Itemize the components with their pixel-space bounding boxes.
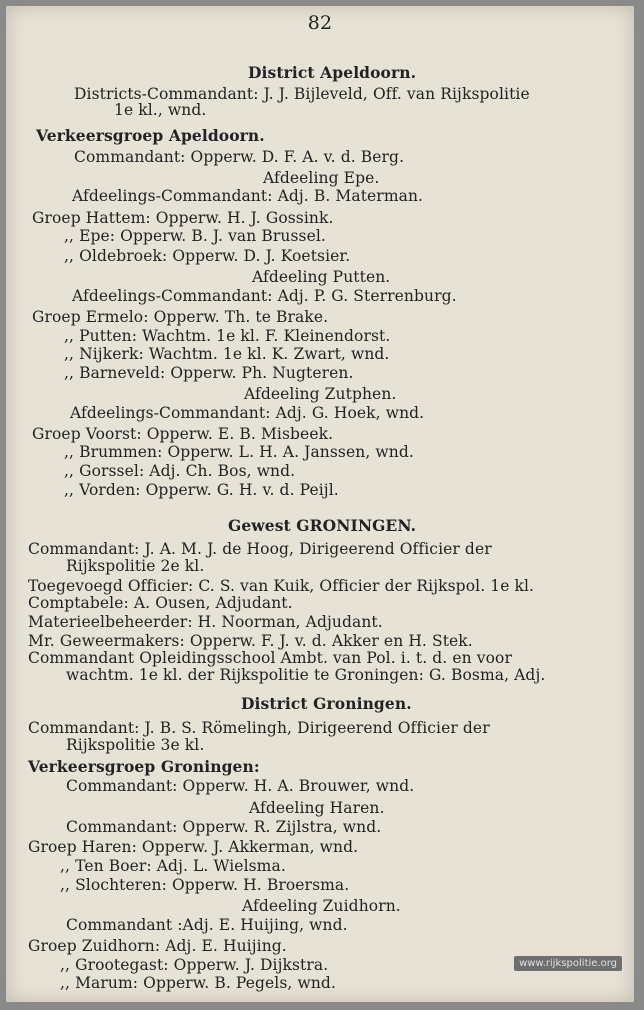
text-line: ,, Oldebroek: Opperw. D. J. Koetsier.	[64, 247, 351, 265]
text-line: Commandant: Opperw. D. F. A. v. d. Berg.	[74, 148, 405, 166]
document-page	[6, 6, 634, 1002]
text-line: ,, Vorden: Opperw. G. H. v. d. Peijl.	[64, 481, 339, 499]
text-line: Afdeelings-Commandant: Adj. G. Hoek, wnd.	[70, 404, 425, 422]
text-line: Groep Hattem: Opperw. H. J. Gossink.	[32, 209, 334, 227]
page-number: 82	[307, 12, 333, 34]
text-line: Groep Zuidhorn: Adj. E. Huijing.	[28, 937, 287, 955]
text-line: 1e kl., wnd.	[114, 101, 207, 119]
section-heading: Verkeersgroep Groningen:	[28, 757, 260, 776]
text-line: ,, Gorssel: Adj. Ch. Bos, wnd.	[64, 462, 296, 480]
text-line: Afdeelings-Commandant: Adj. P. G. Sterrenburg.	[72, 287, 457, 305]
text-line: Mr. Geweermakers: Opperw. F. J. v. d. Akker en H. Stek.	[28, 632, 473, 650]
text-line: Materieelbeheerder: H. Noorman, Adjudant.	[28, 613, 383, 631]
text-line: Toegevoegd Officier: C. S. van Kuik, Officier der Rijkspol. 1e kl.	[28, 577, 535, 595]
text-line: Afdeeling Putten.	[252, 268, 391, 286]
text-line: Afdeelings-Commandant: Adj. B. Materman.	[72, 187, 424, 205]
text-line: Comptabele: A. Ousen, Adjudant.	[28, 594, 293, 612]
text-line: Afdeeling Haren.	[249, 799, 385, 817]
text-line: Rijkspolitie 2e kl.	[66, 557, 205, 575]
text-line: ,, Grootegast: Opperw. J. Dijkstra.	[60, 956, 329, 974]
text-line: ,, Brummen: Opperw. L. H. A. Janssen, wnd.	[64, 443, 414, 461]
section-heading: Verkeersgroep Apeldoorn.	[36, 126, 265, 145]
text-line: ,, Barneveld: Opperw. Ph. Nugteren.	[64, 364, 354, 382]
text-line: ,, Ten Boer: Adj. L. Wielsma.	[60, 857, 286, 875]
text-line: ,, Slochteren: Opperw. H. Broersma.	[60, 876, 350, 894]
text-line: Groep Ermelo: Opperw. Th. te Brake.	[32, 308, 329, 326]
section-heading: Gewest GRONINGEN.	[228, 516, 417, 535]
text-line: wachtm. 1e kl. der Rijkspolitie te Groningen: G. Bosma, Adj.	[66, 666, 546, 684]
text-line: ,, Marum: Opperw. B. Pegels, wnd.	[60, 974, 336, 992]
watermark-label: www.rijkspolitie.org	[514, 956, 622, 971]
text-line: Commandant: Opperw. R. Zijlstra, wnd.	[66, 818, 382, 836]
text-line: Districts-Commandant: J. J. Bijleveld, Off. van Rijkspolitie	[74, 85, 530, 103]
text-line: Afdeeling Epe.	[263, 169, 380, 187]
text-line: Commandant: Opperw. H. A. Brouwer, wnd.	[66, 777, 415, 795]
text-line: Commandant: J. A. M. J. de Hoog, Dirigeerend Officier der	[28, 540, 492, 558]
section-heading: District Apeldoorn.	[248, 63, 417, 82]
text-line: Afdeeling Zuidhorn.	[242, 897, 401, 915]
text-line: Commandant: J. B. S. Römelingh, Dirigeerend Officier der	[28, 719, 490, 737]
text-line: ,, Epe: Opperw. B. J. van Brussel.	[64, 227, 326, 245]
text-line: Commandant :Adj. E. Huijing, wnd.	[66, 916, 348, 934]
text-line: Commandant Opleidingsschool Ambt. van Pol. i. t. d. en voor	[28, 649, 512, 667]
text-line: Groep Haren: Opperw. J. Akkerman, wnd.	[28, 838, 359, 856]
text-line: ,, Putten: Wachtm. 1e kl. F. Kleinendorst.	[64, 327, 391, 345]
text-line: Groep Voorst: Opperw. E. B. Misbeek.	[32, 425, 334, 443]
text-line: ,, Nijkerk: Wachtm. 1e kl. K. Zwart, wnd.	[64, 345, 390, 363]
section-heading: District Groningen.	[241, 694, 412, 713]
text-line: Afdeeling Zutphen.	[244, 385, 397, 403]
text-line: Rijkspolitie 3e kl.	[66, 736, 205, 754]
